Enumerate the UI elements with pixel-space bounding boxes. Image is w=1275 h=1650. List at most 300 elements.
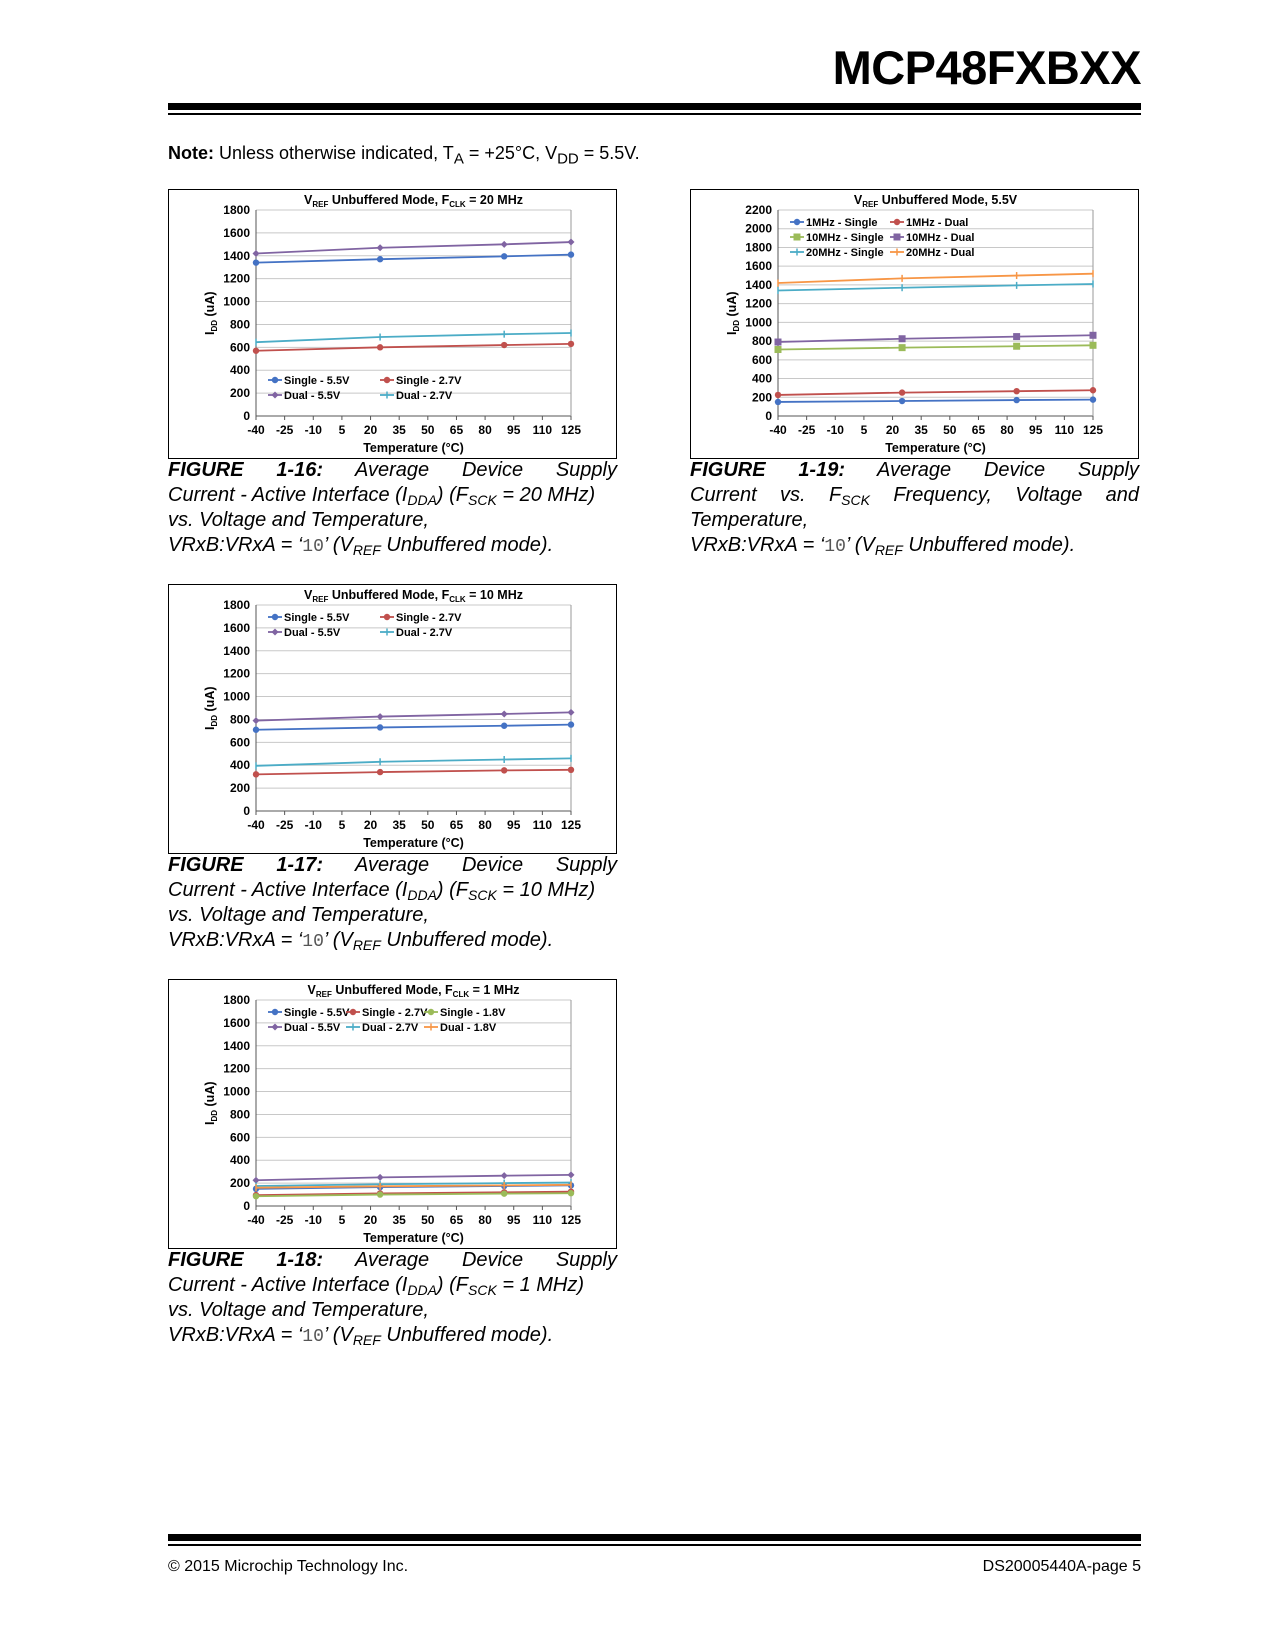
caption-word: Average: [877, 459, 952, 481]
chart-svg-1-18: [169, 980, 616, 1248]
data-point: [775, 346, 782, 353]
data-point: [253, 771, 259, 777]
x-tick-label: 110: [1054, 423, 1075, 437]
caption-sub: REF: [352, 1332, 381, 1348]
caption-line-4: [690, 533, 1139, 560]
legend-label: Single - 2.7V: [362, 1007, 428, 1019]
caption-code: 10: [302, 1327, 324, 1347]
caption-text: VRxB:VRxA = ‘: [168, 1324, 303, 1346]
y-axis-label-sub: DD: [732, 319, 741, 332]
y-tick-label: 1400: [223, 248, 250, 263]
y-tick-label: 1000: [223, 294, 250, 309]
y-tick-label: 800: [751, 334, 772, 349]
legend-label: Dual - 5.5V: [284, 390, 341, 402]
x-tick-label: 20: [363, 423, 378, 437]
x-tick-label: 5: [338, 818, 346, 832]
legend-label: Dual - 5.5V: [284, 1022, 341, 1034]
x-tick-label: 95: [507, 1213, 521, 1227]
data-point: [377, 1191, 383, 1197]
caption-sub: SCK: [468, 1282, 497, 1298]
data-point: [775, 339, 782, 346]
legend-label: 10MHz - Single: [806, 232, 884, 244]
legend-marker: [428, 1009, 434, 1015]
y-tick-label: 0: [243, 1199, 250, 1213]
caption-line-4: [168, 928, 617, 955]
data-point: [253, 717, 260, 724]
y-tick-label: 200: [751, 390, 772, 405]
legend-label: Dual - 1.8V: [440, 1022, 497, 1034]
legend-marker: [794, 219, 800, 225]
caption-word: and: [1105, 484, 1140, 506]
x-tick-label: 125: [560, 818, 582, 832]
x-tick-label: 5: [860, 423, 868, 437]
caption-line-4: [168, 533, 617, 560]
y-tick-label: 1600: [223, 225, 250, 240]
series-line: [778, 400, 1093, 402]
y-tick-label: 0: [243, 409, 250, 423]
y-axis-label-part: I: [203, 726, 217, 730]
data-point: [253, 1193, 259, 1199]
legend-label: Dual - 2.7V: [362, 1022, 419, 1034]
x-axis-label: Temperature (°C): [363, 1231, 464, 1245]
legend-marker: [384, 614, 390, 620]
caption-line-1: [168, 458, 617, 483]
data-point: [568, 341, 574, 347]
y-tick-label: 1000: [745, 315, 772, 330]
y-tick-label: 1400: [223, 1038, 250, 1053]
data-point: [253, 348, 259, 354]
data-point: [501, 723, 507, 729]
legend-marker: [272, 1024, 279, 1031]
note-text-c: = 5.5V.: [578, 143, 640, 163]
y-tick-label: 1600: [223, 620, 250, 635]
caption-line-1: [168, 853, 617, 878]
y-axis-label-part: (uA): [203, 686, 217, 715]
caption-text: ) (F: [436, 484, 468, 506]
x-tick-label: -25: [797, 423, 816, 437]
caption-sub: REF: [352, 542, 381, 558]
y-tick-label: 1200: [223, 666, 250, 681]
chart-title-part: = 1 MHz: [469, 983, 520, 997]
x-tick-label: -25: [275, 423, 294, 437]
y-axis-label-part: I: [203, 331, 217, 335]
data-point: [568, 1190, 574, 1196]
figure-number: FIGURE 1-16:: [168, 459, 324, 481]
x-tick-label: 80: [478, 818, 492, 832]
caption-sub: SCK: [841, 492, 870, 508]
x-tick-label: 35: [392, 1213, 406, 1227]
caption-fig-1-17: [168, 853, 617, 955]
data-point: [377, 724, 383, 730]
data-point: [1013, 343, 1020, 350]
caption-text: = 1 MHz): [496, 1274, 585, 1296]
y-tick-label: 200: [229, 781, 250, 796]
legend-marker: [272, 1009, 278, 1015]
caption-word: Average: [355, 1249, 430, 1271]
y-axis-label-part: I: [725, 331, 739, 335]
chart-title-part: = 20 MHz: [465, 193, 523, 207]
caption-text: ) (F: [436, 879, 468, 901]
legend-marker: [894, 219, 900, 225]
chart-fig-1-17: [168, 584, 617, 854]
x-tick-label: 80: [1000, 423, 1014, 437]
caption-word: Average: [355, 459, 430, 481]
y-tick-label: 200: [229, 386, 250, 401]
caption-word: Device: [983, 459, 1046, 481]
data-point: [377, 1174, 384, 1181]
note-vdd-sub: DD: [557, 150, 579, 168]
y-tick-label: 0: [243, 804, 250, 818]
note-ta-sub: A: [453, 150, 464, 168]
data-point: [253, 259, 259, 265]
legend-marker: [272, 614, 278, 620]
caption-sub: REF: [352, 937, 381, 953]
y-tick-label: 400: [751, 371, 772, 386]
caption-word: [829, 484, 870, 506]
caption-text: Current - Active Interface (I: [168, 879, 408, 901]
x-tick-label: -10: [304, 818, 322, 832]
x-tick-label: 65: [449, 818, 464, 832]
y-tick-label: 2200: [745, 203, 772, 217]
caption-text: ’ (V: [323, 929, 353, 951]
y-tick-label: 1800: [223, 203, 250, 217]
data-point: [501, 710, 508, 717]
caption-text: ’ (V: [323, 534, 353, 556]
x-tick-label: -10: [826, 423, 844, 437]
legend-label: 1MHz - Single: [806, 217, 878, 229]
legend-marker: [272, 377, 278, 383]
y-tick-label: 1400: [745, 277, 772, 292]
y-axis-label: [725, 291, 741, 335]
x-tick-label: 110: [532, 423, 553, 437]
y-axis-label-sub: DD: [210, 319, 219, 332]
footer-copyright: © 2015 Microchip Technology Inc.: [168, 1558, 409, 1575]
legend-label: Dual - 5.5V: [284, 627, 341, 639]
note-text-a: Unless otherwise indicated, T: [219, 143, 454, 163]
caption-line-2: [168, 878, 617, 903]
y-axis-label-sub: DD: [210, 1109, 219, 1122]
legend-label: 1MHz - Dual: [906, 217, 969, 229]
chart-title: [308, 983, 520, 999]
chart-fig-1-16: [168, 189, 617, 459]
legend-marker: [272, 629, 279, 636]
data-point: [1013, 388, 1019, 394]
caption-line-1: [168, 1248, 617, 1273]
caption-word: Supply: [555, 1249, 617, 1271]
caption-text: = 20 MHz): [496, 484, 596, 506]
caption-word: Device: [461, 459, 524, 481]
y-axis-label: [203, 1081, 219, 1125]
x-tick-label: 80: [478, 423, 492, 437]
chart-svg-1-17: [169, 585, 616, 853]
caption-text: Current - Active Interface (I: [168, 1274, 408, 1296]
x-tick-label: 20: [885, 423, 900, 437]
data-point: [1090, 396, 1096, 402]
series-line: [256, 242, 571, 253]
y-tick-label: 400: [229, 758, 250, 773]
caption-fig-1-19: [690, 458, 1139, 560]
x-tick-label: -40: [247, 423, 265, 437]
legend-label: Dual - 2.7V: [396, 390, 453, 402]
series-line: [256, 725, 571, 730]
caption-text: = 10 MHz): [496, 879, 596, 901]
footer-page-ref: DS20005440A-page 5: [982, 1558, 1141, 1575]
caption-line-1: [690, 458, 1139, 483]
legend-label: Single - 5.5V: [284, 612, 350, 624]
caption-text: Unbuffered mode).: [380, 929, 554, 951]
chart-title-part: Unbuffered Mode, F: [328, 193, 450, 207]
data-point: [501, 767, 507, 773]
caption-word: Device: [461, 1249, 524, 1271]
caption-line-2: [690, 483, 1139, 508]
x-tick-label: 35: [392, 423, 406, 437]
y-tick-label: 600: [229, 735, 250, 750]
x-tick-label: 125: [560, 1213, 582, 1227]
x-tick-label: 110: [532, 818, 553, 832]
caption-line-4: [168, 1323, 617, 1350]
chart-title-sub: REF: [315, 990, 332, 999]
caption-sub: DDA: [407, 1282, 437, 1298]
series-line: [778, 345, 1093, 349]
data-point: [501, 241, 508, 248]
series-line: [256, 333, 571, 342]
caption-sub: REF: [874, 542, 903, 558]
data-point: [568, 709, 575, 716]
caption-line-3: vs. Voltage and Temperature,: [168, 904, 429, 926]
chart-title-part: = 10 MHz: [465, 588, 523, 602]
legend-marker: [384, 377, 390, 383]
chart-svg-1-16: [169, 190, 616, 458]
chart-title-part: V: [307, 983, 316, 997]
chart-title-part: Unbuffered Mode, F: [331, 983, 453, 997]
caption-sub: SCK: [468, 492, 497, 508]
legend-label: 10MHz - Dual: [906, 232, 975, 244]
series-line: [778, 390, 1093, 395]
caption-line-2: [168, 1273, 617, 1298]
y-axis-label: [203, 686, 219, 730]
data-point: [377, 244, 384, 251]
x-tick-label: 110: [532, 1213, 553, 1227]
x-tick-label: 65: [971, 423, 986, 437]
data-point: [501, 1172, 508, 1179]
data-point: [899, 398, 905, 404]
y-tick-label: 1800: [745, 240, 772, 255]
x-tick-label: 50: [943, 423, 957, 437]
legend-marker: [894, 234, 901, 241]
x-tick-label: -10: [304, 423, 322, 437]
document-title: MCP48FXBXX: [832, 41, 1141, 94]
x-tick-label: -25: [275, 1213, 294, 1227]
data-point: [1013, 333, 1020, 340]
x-axis-label: Temperature (°C): [363, 441, 464, 455]
chart-title: [854, 193, 1018, 209]
legend-marker: [794, 234, 801, 241]
chart-title-sub: CLK: [449, 595, 466, 604]
x-tick-label: 50: [421, 818, 435, 832]
x-tick-label: 35: [392, 818, 406, 832]
figure-number: FIGURE 1-18:: [168, 1249, 324, 1271]
caption-text: VRxB:VRxA = ‘: [168, 534, 303, 556]
x-tick-label: 5: [338, 1213, 346, 1227]
legend-label: Single - 2.7V: [396, 375, 462, 387]
data-point: [501, 1190, 507, 1196]
legend-label: Single - 2.7V: [396, 612, 462, 624]
caption-text: F: [828, 484, 842, 506]
data-point: [568, 251, 574, 257]
chart-title-part: Unbuffered Mode, 5.5V: [878, 193, 1018, 207]
x-tick-label: 125: [560, 423, 582, 437]
caption-word: Frequency,: [893, 484, 992, 506]
data-point: [501, 342, 507, 348]
caption-text: ) (F: [436, 1274, 468, 1296]
x-tick-label: -25: [275, 818, 294, 832]
legend-label: 20MHz - Single: [806, 247, 884, 259]
chart-title-sub: CLK: [449, 200, 466, 209]
header-rule-thin: [168, 113, 1141, 115]
x-tick-label: -40: [247, 818, 265, 832]
data-point: [253, 727, 259, 733]
y-axis-label-part: (uA): [203, 291, 217, 320]
legend-marker: [272, 392, 279, 399]
data-point: [568, 239, 575, 246]
y-axis-label-part: (uA): [203, 1081, 217, 1110]
x-tick-label: 5: [338, 423, 346, 437]
caption-word: Current: [690, 484, 757, 506]
legend-label: Single - 5.5V: [284, 1007, 350, 1019]
data-point: [501, 253, 507, 259]
header-rule-thick: [168, 103, 1141, 110]
chart-svg-1-19: [691, 190, 1138, 458]
y-tick-label: 1800: [223, 993, 250, 1007]
caption-fig-1-18: [168, 1248, 617, 1350]
figure-number: FIGURE 1-17:: [168, 854, 324, 876]
y-tick-label: 1200: [223, 271, 250, 286]
y-tick-label: 1600: [745, 259, 772, 274]
caption-word: Supply: [555, 854, 617, 876]
y-tick-label: 1600: [223, 1015, 250, 1030]
footer-rule-thin: [168, 1544, 1141, 1546]
x-tick-label: -40: [769, 423, 787, 437]
legend-marker: [350, 1009, 356, 1015]
caption-text: VRxB:VRxA = ‘: [168, 929, 303, 951]
caption-text: Current - Active Interface (I: [168, 484, 408, 506]
series-line: [778, 274, 1093, 283]
caption-text: ’ (V: [323, 1324, 353, 1346]
chart-fig-1-18: [168, 979, 617, 1249]
y-axis-label: [203, 291, 219, 335]
data-point: [775, 392, 781, 398]
chart-title-part: V: [304, 193, 313, 207]
y-tick-label: 600: [229, 340, 250, 355]
x-tick-label: 95: [507, 818, 521, 832]
data-point: [377, 256, 383, 262]
y-tick-label: 600: [751, 352, 772, 367]
caption-sub: SCK: [468, 887, 497, 903]
data-point: [1090, 342, 1097, 349]
x-tick-label: -10: [304, 1213, 322, 1227]
x-tick-label: 35: [914, 423, 928, 437]
caption-word: Average: [355, 854, 430, 876]
chart-title-part: V: [853, 193, 863, 207]
caption-text: Unbuffered mode).: [902, 534, 1076, 556]
y-tick-label: 2000: [745, 221, 772, 236]
caption-code: 10: [302, 537, 324, 557]
chart-title-sub: REF: [862, 200, 879, 209]
x-tick-label: 95: [1029, 423, 1043, 437]
data-point: [568, 721, 574, 727]
y-tick-label: 1200: [223, 1061, 250, 1076]
caption-text: Unbuffered mode).: [380, 534, 554, 556]
legend-label: 20MHz - Dual: [906, 247, 975, 259]
x-axis-label: Temperature (°C): [885, 441, 986, 455]
caption-text: VRxB:VRxA = ‘: [690, 534, 825, 556]
data-point: [899, 389, 905, 395]
y-tick-label: 400: [229, 363, 250, 378]
caption-word: Supply: [555, 459, 617, 481]
legend-label: Single - 5.5V: [284, 375, 350, 387]
caption-line-2: [168, 483, 617, 508]
y-tick-label: 200: [229, 1176, 250, 1191]
y-tick-label: 800: [229, 1107, 250, 1122]
data-point: [1013, 397, 1019, 403]
y-tick-label: 800: [229, 712, 250, 727]
caption-word: Device: [461, 854, 524, 876]
y-tick-label: 1000: [223, 1084, 250, 1099]
conditions-note: [168, 143, 640, 168]
chart-title: [304, 193, 523, 209]
chart-title: [304, 588, 523, 604]
y-tick-label: 0: [765, 409, 772, 423]
caption-sub: DDA: [407, 887, 437, 903]
data-point: [568, 767, 574, 773]
x-tick-label: -40: [247, 1213, 265, 1227]
y-axis-label-part: (uA): [725, 291, 739, 320]
x-tick-label: 20: [363, 1213, 378, 1227]
chart-fig-1-19: [690, 189, 1139, 459]
data-point: [899, 335, 906, 342]
caption-line-3: vs. Voltage and Temperature,: [168, 1299, 429, 1321]
data-point: [775, 399, 781, 405]
y-tick-label: 800: [229, 317, 250, 332]
caption-sub: DDA: [407, 492, 437, 508]
data-point: [377, 344, 383, 350]
legend-label: Dual - 2.7V: [396, 627, 453, 639]
y-axis-label-part: I: [203, 1121, 217, 1125]
caption-text: Unbuffered mode).: [380, 1324, 554, 1346]
chart-title-part: Unbuffered Mode, F: [328, 588, 450, 602]
x-tick-label: 65: [449, 423, 464, 437]
series-line: [256, 770, 571, 775]
data-point: [1090, 332, 1097, 339]
y-tick-label: 1800: [223, 598, 250, 612]
caption-word: vs.: [780, 484, 806, 506]
figure-number: FIGURE 1-19:: [690, 459, 846, 481]
caption-text: ’ (V: [845, 534, 875, 556]
series-line: [256, 1175, 571, 1180]
legend-label: Single - 1.8V: [440, 1007, 506, 1019]
footer-rule-thick: [168, 1534, 1141, 1541]
data-point: [568, 1171, 575, 1178]
x-tick-label: 65: [449, 1213, 464, 1227]
caption-line-3: vs. Voltage and Temperature,: [168, 509, 429, 531]
y-tick-label: 600: [229, 1130, 250, 1145]
x-tick-label: 20: [363, 818, 378, 832]
series-line: [256, 758, 571, 765]
caption-line-3: Temperature,: [690, 509, 809, 531]
x-axis-label: Temperature (°C): [363, 836, 464, 850]
chart-title-sub: REF: [312, 200, 329, 209]
y-tick-label: 1200: [745, 296, 772, 311]
